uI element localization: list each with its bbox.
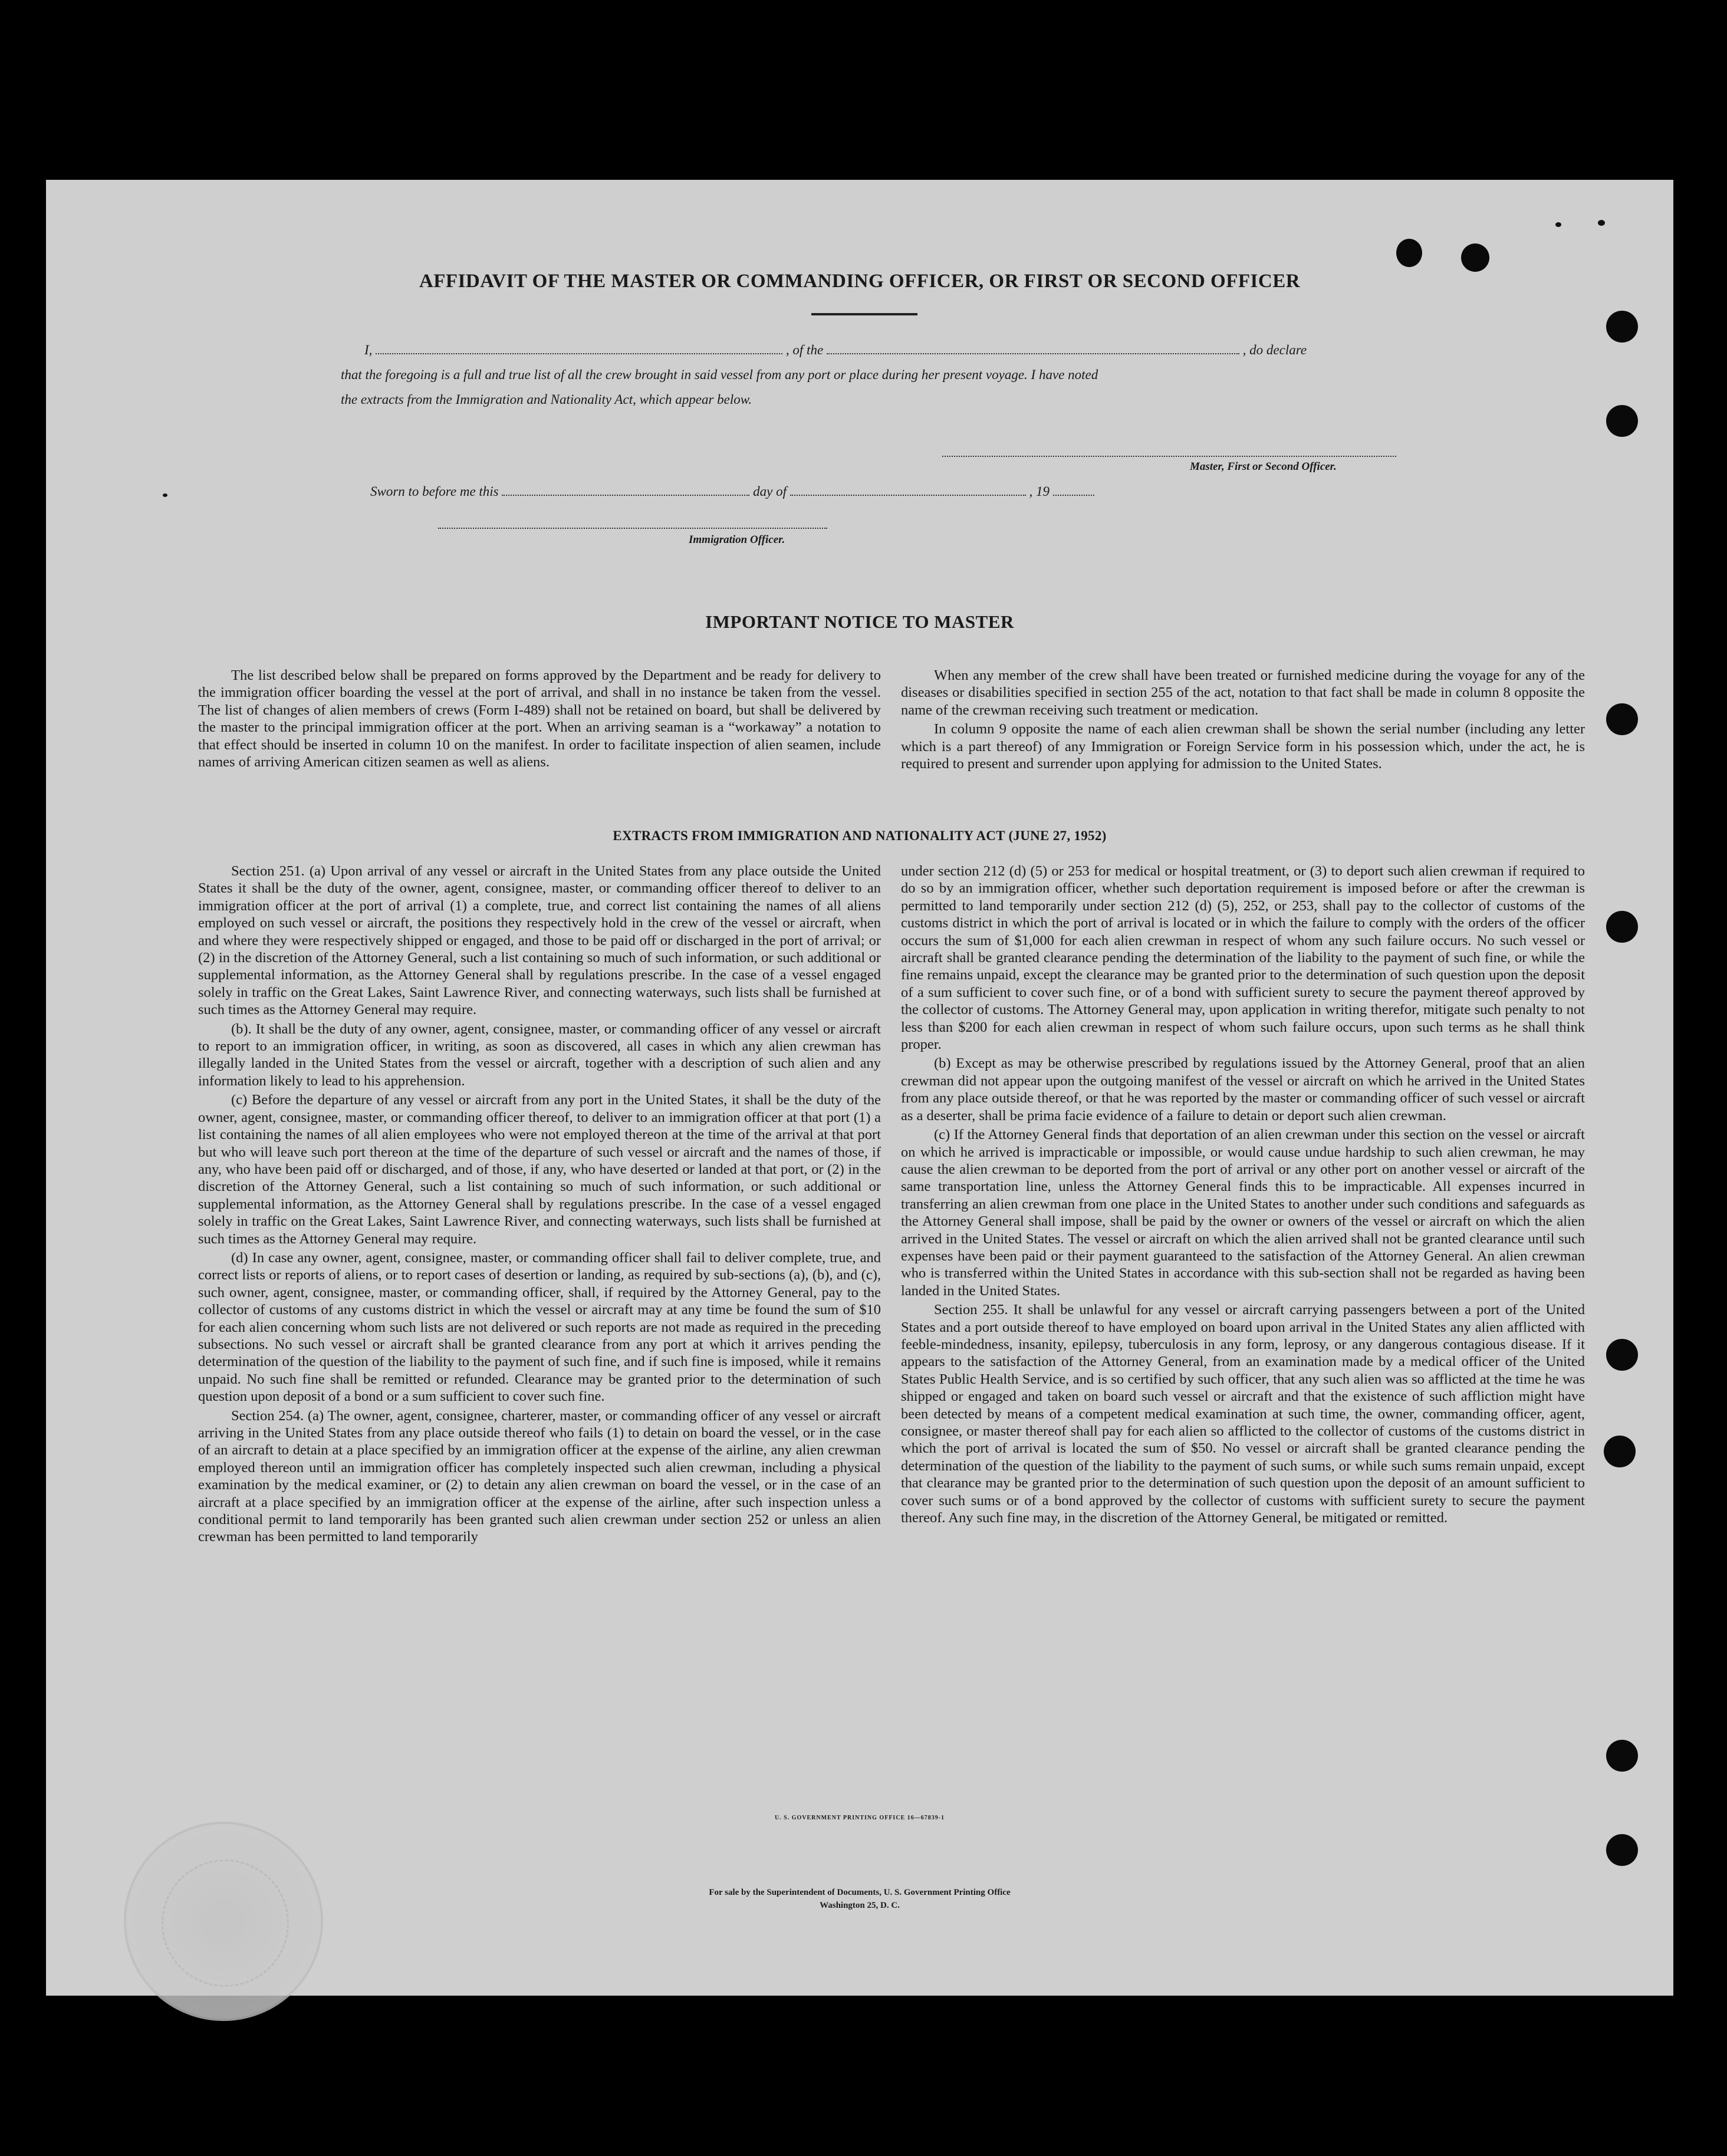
embossed-seal	[124, 1822, 323, 2021]
punch-hole	[1604, 1436, 1636, 1467]
sale-line-2: Washington 25, D. C.	[820, 1901, 900, 1910]
sworn-year-label: , 19	[1029, 484, 1050, 499]
declare-label: , do declare	[1242, 343, 1307, 357]
master-signature-label: Master, First or Second Officer.	[1190, 460, 1337, 473]
section-251-a: Section 251. (a) Upon arrival of any vessel or aircraft in the United States from any place outside the United States it shall be the duty of the owner, agent, consignee, master, or commanding officer thereof to deliver to an immigration officer at the port of arrival (1) a complete, true, and correct list containing the names of all aliens employed on such vessel or aircraft, the positions they respectively hold in the crew of the vessel or aircraft, when and where they were respectively shipped or engaged, and those to be paid off or discharged in the port of arrival; or (2) in the discretion of the Attorney General, such a list containing so much of such information, or such additional or supplemental information, as the Attorney General shall by regulations prescribe. In the case of a vessel engaged solely in traffic on the Great Lakes, Saint Lawrence River, and connecting waterways, such lists shall be furnished at such times as the Attorney General may require.	[198, 863, 881, 1018]
ink-speck	[1555, 222, 1561, 227]
notice-right-paragraph-2: In column 9 opposite the name of each alien crewman shall be shown the serial number (including any letter which is a part thereof) of any Immigration or Foreign Service form in his possession which, under the act, he is required to present and surrender upon applying for admission to the United States.	[901, 721, 1585, 772]
section-251-b: (b). It shall be the duty of any owner, agent, consignee, master, or commanding officer of any vessel or aircraft to report to an immigration officer, in writing, as soon as discovered, all cases in which any alien crewman has illegally landed in the United States from the vessel or aircraft, together with a description of such alien and any information likely to lead to his apprehension.	[198, 1021, 881, 1089]
sale-line-1: For sale by the Superintendent of Documents, U. S. Government Printing Office	[709, 1888, 1011, 1897]
notice-title: IMPORTANT NOTICE TO MASTER	[705, 611, 1014, 632]
section-251-d: (d) In case any owner, agent, consignee, master, or commanding officer shall fail to deliver complete, true, and correct lists or reports of aliens, or to report cases of desertion or landing, as required by sub-sections (a), (b), and (c), such owner, agent, consignee, master, or commanding officer, shall, if required by the Attorney General, pay to the collector of customs of any customs district in which the vessel or aircraft may at any time be found the sum of $10 for each alien concerning whom such lists are not delivered or such reports are not made as required in the preceding subsections. No such vessel or aircraft shall be granted clearance from any port at which it arrives pending the determination of the question of the liability to the payment of such fine, and if such fine is imposed, while it remains unpaid. No such fine shall be remitted or refunded. Clearance may be granted prior to the determination of such question upon deposit of a bond or a sum sufficient to cover such fine.	[198, 1249, 881, 1405]
immigration-officer-signature-line[interactable]	[438, 528, 827, 529]
ink-speck	[163, 493, 167, 497]
section-254-b: (b) Except as may be otherwise prescribed by regulations issued by the Attorney General, proof that an alien crewman did not appear upon the outgoing manifest of the vessel or aircraft on which he arrived in the United States from any place outside thereof, or that he was reported by the master or commanding officer of such vessel or aircraft as a deserter, shall be prima facie evidence of a failure to detain or deport such alien crewman.	[901, 1055, 1585, 1124]
sworn-day-field[interactable]	[502, 482, 749, 496]
punch-hole	[1606, 1740, 1638, 1772]
master-signature-line[interactable]	[942, 456, 1396, 457]
section-255: Section 255. It shall be unlawful for any vessel or aircraft carrying passengers between a port of the United States and a port outside thereof to have employed on board upon arrival in the United States any alien afflicted with feeble-mindedness, insanity, epilepsy, tuberculosis in any form, leprosy, or any dangerous contagious disease. If it appears to the satisfaction of the Attorney General, from an examination made by a medical officer of the United States Public Health Service, and is so certified by such officer, that any such alien was so afflicted at the time he was shipped or engaged and taken on board such vessel or aircraft and that the existence of such affliction might have been detected by means of a competent medical examination at such time, the owner, commanding officer, agent, consignee, or master thereof shall pay for each alien so afflicted to the collector of customs of the customs district in which the port of arrival is located the sum of $50. No vessel or aircraft shall be granted clearance pending the determination of the question of the liability to the payment of such sums, or while such sums remain unpaid, except that clearance may be granted prior to the determination of such question upon the deposit of an amount sufficient to cover such sums or of a bond approved by the collector of customs with sufficient surety to secure the payment thereof. Any such fine may, in the discretion of the Attorney General, be mitigated or remitted.	[901, 1302, 1585, 1526]
ink-speck	[1598, 220, 1605, 226]
punch-hole	[1606, 1339, 1638, 1371]
extracts-title: EXTRACTS FROM IMMIGRATION AND NATIONALITY ACT (JUNE 27, 1952)	[613, 828, 1107, 843]
title-rule	[811, 313, 917, 315]
punch-hole	[1461, 243, 1489, 272]
notice-right-paragraph-1: When any member of the crew shall have been treated or furnished medicine during the voyage for any of the diseases or disabilities specified in section 255 of the act, notation to that fact shall be made in column 8 opposite the name of the crewman receiving such treatment or medication.	[901, 667, 1585, 718]
declaration-blank-line	[364, 338, 1443, 363]
punch-hole	[1606, 911, 1638, 943]
declaration-text-2: the extracts from the Immigration and Nationality Act, which appear below.	[341, 392, 752, 407]
sworn-month-field[interactable]	[790, 482, 1026, 496]
affidavit-title: AFFIDAVIT OF THE MASTER OR COMMANDING OFFICER, OR FIRST OR SECOND OFFICER	[419, 271, 1301, 292]
sworn-day-of-label: day of	[753, 484, 787, 499]
punch-hole	[1606, 311, 1638, 343]
section-254-a: Section 254. (a) The owner, agent, consignee, charterer, master, or commanding officer of any vessel or aircraft arriving in the United States from any place outside thereof who fails (1) to detain on board the vessel, or in the case of an aircraft to detain at a place specified by an immigration officer at the expense of the airline, any alien crewman employed thereon until an immigration officer has completely inspected such alien crewman, including a physical examination by the medical examiner, or (2) to detain any alien crewman on board the vessel, or in the case of an aircraft at a place specified by an immigration officer at the expense of the airline, after such inspection unless a conditional permit to land temporarily has been granted such alien crewman under section 252 or unless an alien crewman has been permitted to land temporarily	[198, 1407, 881, 1545]
sworn-year-field[interactable]	[1053, 482, 1094, 496]
punch-hole	[1606, 405, 1638, 437]
vessel-label: , of the	[785, 343, 824, 357]
declarant-name-field[interactable]	[376, 340, 782, 354]
section-251-c: (c) Before the departure of any vessel or aircraft from any port in the United States, it shall be the duty of the owner, agent, consignee, master, or commanding officer thereof, to deliver to an immigration officer at that port (1) a list containing the names of all alien employees who were not employed thereon at the time of the arrival at that port but who will leave such port thereon at the time of the departure of such vessel or aircraft and the names of those, if any, who have been paid off or discharged, and of those, if any, who have deserted or landed at that port, or (2) in the discretion of the Attorney General, such a list containing so much of such information, or such additional or supplemental information, as the Attorney General shall by regulations prescribe. In the case of a vessel engaged solely in traffic on the Great Lakes, Saint Lawrence River, and connecting waterways, such lists shall be furnished at such times as the Attorney General may require.	[198, 1092, 881, 1247]
declaration-text-1: that the foregoing is a full and true list of all the crew brought in said vessel from any port or place during her present voyage. I have noted	[341, 367, 1098, 382]
vessel-name-field[interactable]	[827, 340, 1239, 354]
sworn-prefix: Sworn to before me this	[370, 484, 499, 499]
notice-right-column	[901, 667, 1585, 772]
punch-hole	[1606, 703, 1638, 735]
extracts-right-column	[901, 863, 1585, 1526]
immigration-officer-label: Immigration Officer.	[689, 534, 785, 546]
punch-hole	[1606, 1834, 1638, 1866]
section-254-a-continued: under section 212 (d) (5) or 253 for medical or hospital treatment, or (3) to deport such alien crewman if required to do so by an immigration officer, whether such deportation requirement is imposed before or after the crewman is permitted to land temporarily under section 212 (d) (5), 252, or 253, shall pay to the collector of customs of the customs district in which the port of arrival is located or in which the failure to comply with the orders of the officer occurs the sum of $1,000 for each alien crewman in respect of whom any such failure occurs. No such vessel or aircraft shall be granted clearance pending the determination of the liability to the payment of such fine, or while the fine remains unpaid, except the clearance may be granted prior to the determination of such question upon the deposit of a sum sufficient to cover such fine, or of a bond with sufficient surety to secure the payment thereof approved by the collector of customs. The Attorney General may, upon application in writing therefor, mitigate such penalty to not less than $200 for each alien crewman in respect of whom such failure occurs, upon such terms as he shall think proper.	[901, 863, 1585, 1053]
punch-hole	[1396, 239, 1422, 267]
extracts-left-column	[198, 863, 881, 1546]
notice-left-column	[198, 667, 881, 771]
printing-office-line: U. S. GOVERNMENT PRINTING OFFICE 16—67839-1	[774, 1815, 945, 1821]
notice-left-paragraph: The list described below shall be prepared on forms approved by the Department and be ready for delivery to the immigration officer boarding the vessel at the port of arrival, and shall in no instance be taken from the vessel. The list of changes of alien members of crews (Form I-489) shall not be retained on board, but shall be delivered by the master to the principal immigration officer at the port. When an arriving seaman is a “workaway” a notation to that effect should be inserted in column 10 on the manifest. In order to facilitate inspection of alien seamen, include names of arriving American citizen seamen as well as aliens.	[198, 667, 881, 771]
section-254-c: (c) If the Attorney General finds that deportation of an alien crewman under this section on the vessel or aircraft on which he arrived is impracticable or impossible, or would cause undue hardship to such alien crewman, he may cause the alien crewman to be deported from the port of arrival or any other port on another vessel or aircraft of the same transportation line, unless the Attorney General finds this to be impracticable. All expenses incurred in transferring an alien crewman from one place in the United States to another under such conditions and safeguards as the Attorney General shall impose, shall be paid by the owner or owners of the vessel or aircraft on which the alien arrived in the United States. The vessel or aircraft on which the alien arrived shall not be granted clearance until such expenses have been paid or their payment guaranteed to the satisfaction of the Attorney General. An alien crewman who is transferred within the United States in accordance with this sub-section shall not be regarded as having been landed in the United States.	[901, 1127, 1585, 1299]
document-page	[46, 180, 1673, 1996]
declarant-label: I,	[364, 343, 373, 357]
sworn-line	[370, 479, 1255, 504]
